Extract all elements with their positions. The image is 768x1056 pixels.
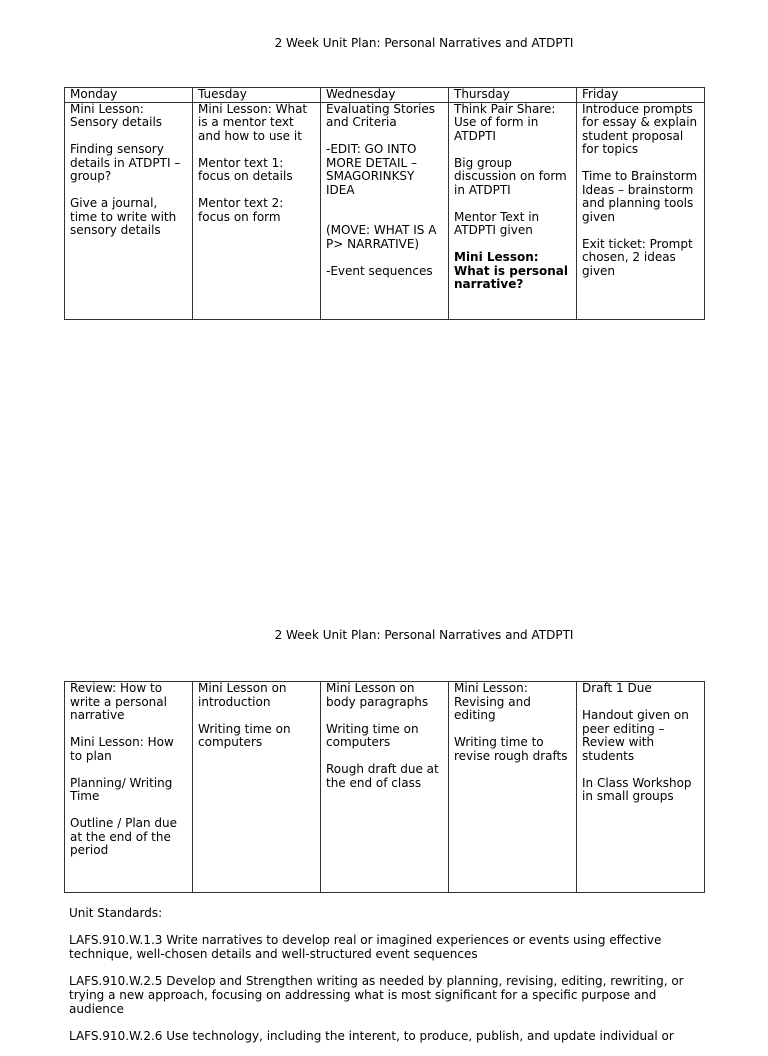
week-2-monday-cell	[65, 682, 193, 893]
week-1-tuesday-item: Mini Lesson: What is a mentor text and how to use it	[198, 101, 308, 143]
week-2-monday-item: Review: How to write a personal narrative	[70, 681, 167, 722]
week-2-thursday-cell	[449, 682, 577, 893]
week-2-tuesday-item: Mini Lesson on introduction	[198, 681, 287, 709]
week-1-tuesday-item: Mentor text 2: focus on form	[198, 196, 284, 224]
week-1-wednesday-item: -Event sequences	[326, 263, 433, 278]
week-2-friday-item: Handout given on peer editing – Review with students	[582, 708, 689, 763]
week-2-thursday-item: Mini Lesson: Revising and editing	[454, 681, 531, 722]
week-1-thursday-item: Mentor Text in ATDPTI given	[454, 209, 540, 237]
week-1-activity-row	[65, 102, 705, 319]
week-1-schedule-table	[64, 87, 705, 320]
weekday-header-monday: Monday	[65, 88, 193, 103]
week-2-wednesday-cell	[321, 682, 449, 893]
week-1-thursday-cell	[449, 102, 577, 319]
week-2-friday-item: Draft 1 Due	[582, 681, 652, 695]
week-2-wednesday-item: Writing time on computers	[326, 721, 419, 749]
unit-standards-section	[69, 906, 709, 1056]
standard-item: LAFS.910.W.2.5 Develop and Strengthen writing as needed by planning, revising, editing, rewriting, or trying a new approach, focusing on addressing what is most significant for a specific purpose and audience	[69, 974, 684, 1016]
week-1-wednesday-item: -EDIT: GO INTO MORE DETAIL – SMAGORINKSY IDEA	[326, 142, 418, 197]
week-2-friday-cell	[577, 682, 705, 893]
week-2-activity-row	[65, 682, 705, 893]
weekday-header-friday: Friday	[577, 88, 705, 103]
unit-plan-title-week-2: 2 Week Unit Plan: Personal Narratives and ATDPTI	[274, 628, 574, 642]
week-2-friday-item: In Class Workshop in small groups	[582, 775, 692, 803]
unit-standards-heading: Unit Standards:	[69, 906, 163, 920]
week-1-thursday-item: Big group discussion on form in ATDPTI	[454, 155, 567, 197]
week-1-tuesday-item: Mentor text 1: focus on details	[198, 155, 293, 183]
week-1-friday-cell	[577, 102, 705, 319]
week-1-monday-cell	[65, 102, 193, 319]
week-2-schedule-table	[64, 681, 705, 893]
week-1-wednesday-item: (MOVE: WHAT IS A P> NARRATIVE)	[326, 223, 437, 251]
weekday-header-thursday: Thursday	[449, 88, 577, 103]
week-2-monday-item: Outline / Plan due at the end of the period	[70, 816, 178, 857]
week-1-monday-item: Mini Lesson: Sensory details	[70, 101, 163, 129]
week-1-thursday-item: Think Pair Share: Use of form in ATDPTI	[454, 101, 556, 143]
week-1-monday-item: Give a journal, time to write with sensory details	[70, 196, 177, 237]
unit-plan-title-week-1: 2 Week Unit Plan: Personal Narratives and ATDPTI	[274, 36, 574, 50]
week-1-monday-item: Finding sensory details in ATDPTI – group?	[70, 142, 181, 183]
standard-item: LAFS.910.W.1.3 Write narratives to develop real or imagined experiences or events using effective technique, well-chosen details and well-structured event sequences	[69, 933, 662, 961]
week-2-wednesday-item: Rough draft due at the end of class	[326, 762, 439, 790]
week-1-wednesday-cell	[321, 102, 449, 319]
week-1-tuesday-cell	[193, 102, 321, 319]
week-2-tuesday-cell	[193, 682, 321, 893]
standard-item: LAFS.910.W.2.6 Use technology, including the interent, to produce, publish, and update individual or	[69, 1029, 674, 1043]
week-1-friday-item: Time to Brainstorm Ideas – brainstorm and planning tools given	[582, 169, 698, 224]
week-2-monday-item: Mini Lesson: How to plan	[70, 735, 174, 763]
week-2-wednesday-item: Mini Lesson on body paragraphs	[326, 681, 429, 709]
week-2-tuesday-item: Writing time on computers	[198, 721, 291, 749]
weekday-header-row	[65, 88, 705, 103]
week-1-friday-item: Exit ticket: Prompt chosen, 2 ideas given	[582, 236, 693, 278]
weekday-header-tuesday: Tuesday	[193, 88, 321, 103]
week-1-wednesday-item: Evaluating Stories and Criteria	[326, 101, 435, 129]
week-1-friday-item: Introduce prompts for essay & explain student proposal for topics	[582, 101, 698, 156]
week-2-monday-item: Planning/ Writing Time	[70, 775, 173, 803]
weekday-header-wednesday: Wednesday	[321, 88, 449, 103]
week-2-thursday-item: Writing time to revise rough drafts	[454, 735, 568, 763]
week-1-thursday-item-bold: Mini Lesson: What is personal narrative?	[454, 250, 569, 291]
